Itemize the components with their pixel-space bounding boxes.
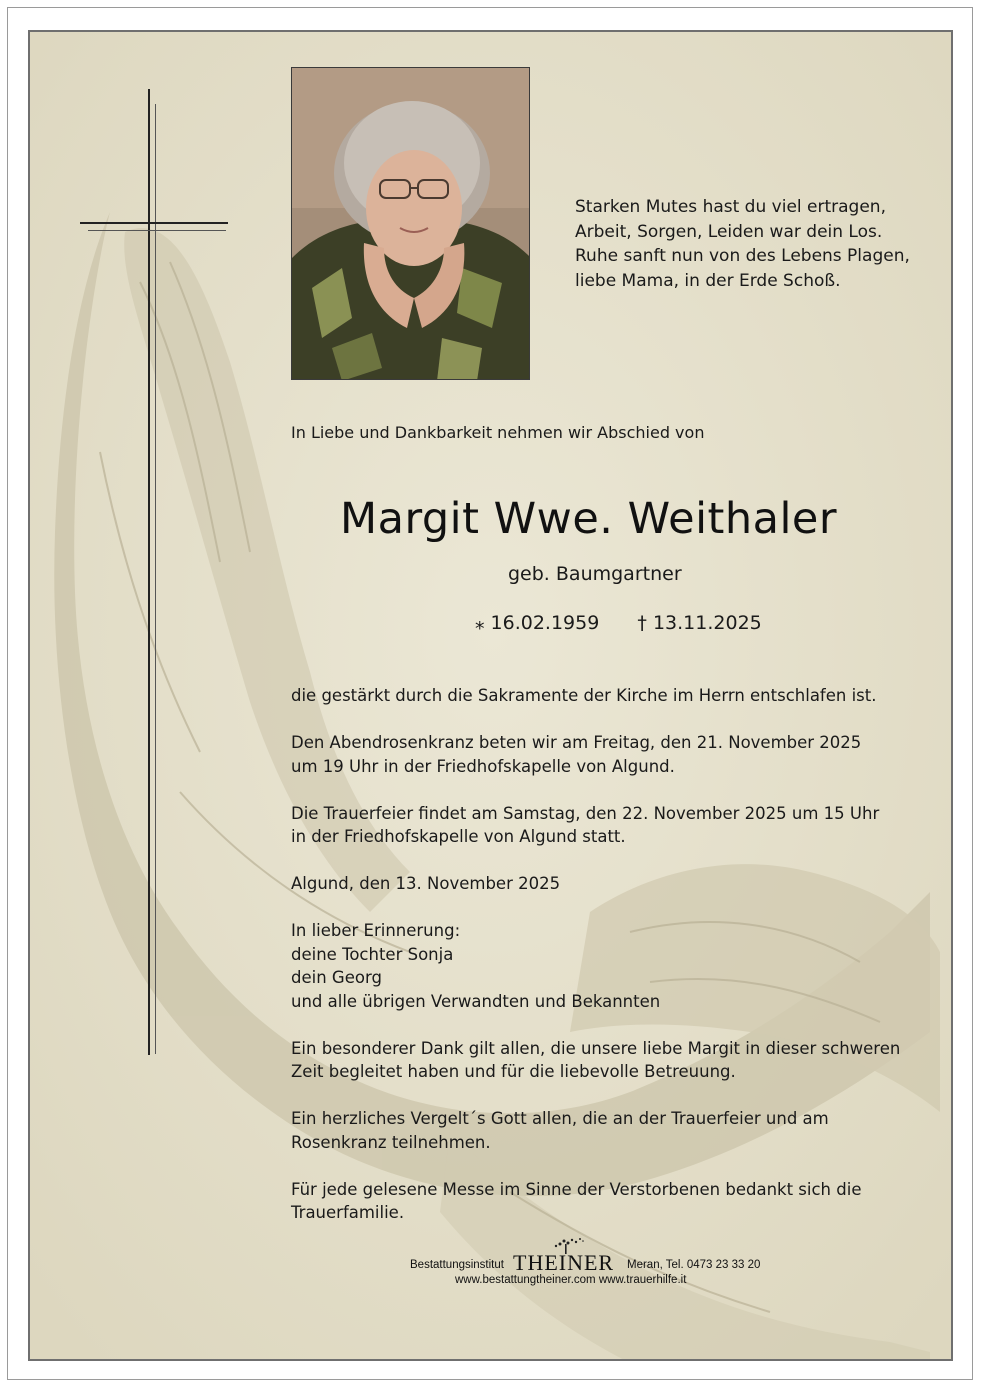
obituary-card [28,30,953,1361]
paragraph-rosary [291,731,931,778]
paragraph-vergelts-gott [291,1107,931,1154]
paragraph-thanks [291,1037,931,1084]
cross-vertical-line-inner [155,104,156,1054]
text-line: Algund, den 13. November 2025 [291,874,561,893]
life-dates [475,612,762,634]
paragraph-funeral [291,802,931,849]
death-date: † 13.11.2025 [637,612,762,634]
paragraph-sacraments [291,684,931,708]
footer-contact: Meran, Tel. 0473 23 33 20 [627,1259,761,1271]
text-line: Ein besonderer Dank gilt allen, die unsere liebe Margit in dieser schweren [291,1038,901,1058]
footer-prefix: Bestattungsinstitut [410,1259,504,1271]
maiden-name: geb. Baumgartner [508,563,682,585]
text-line: Rosenkranz teilnehmen. [291,1132,491,1152]
paragraph-mass [291,1178,931,1225]
cross-vertical-line [148,89,150,1055]
poem-line: Starken Mutes hast du viel ertragen, [575,197,886,217]
text-line: in der Friedhofskapelle von Algund statt. [291,827,626,846]
text-line: Den Abendrosenkranz beten wir am Freitag, den 21. November 2025 [291,733,862,752]
poem [575,195,925,293]
text-line: dein Georg [291,968,382,987]
text-line: Zeit begleitet haben und für die liebevolle Betreuung. [291,1062,736,1081]
announcement-body [291,684,931,1248]
text-line: die gestärkt durch die Sakramente der Kirche im Herrn entschlafen ist. [291,686,877,705]
text-line: Für jede gelesene Messe im Sinne der Verstorbenen bedankt sich die [291,1179,862,1199]
cross-horizontal-line [80,222,228,224]
portrait-photo [291,67,530,380]
poem-line: liebe Mama, in der Erde Schoß. [575,270,841,291]
text-line: Die Trauerfeier findet am Samstag, den 22. November 2025 um 15 Uhr [291,803,880,823]
text-line: und alle übrigen Verwandten und Bekannten [291,991,661,1011]
cross-horizontal-line-inner [88,230,226,231]
brand-logo-text: THEINER [513,1250,615,1275]
text-line: Ein herzliches Vergelt´s Gott allen, die an der Trauerfeier und am [291,1109,829,1128]
footer-websites: www.bestattungtheiner.com www.trauerhilfe.it [455,1274,687,1286]
text-line: Trauerfamilie. [291,1203,405,1222]
portrait-illustration [292,68,530,380]
text-line: deine Tochter Sonja [291,944,454,964]
intro-text: In Liebe und Dankbarkeit nehmen wir Abschied von [291,423,705,442]
birth-date: ⁎ 16.02.1959 [475,612,600,634]
text-line: In lieber Erinnerung: [291,921,461,940]
poem-line: Arbeit, Sorgen, Leiden war dein Los. [575,221,883,242]
deceased-name: Margit Wwe. Weithaler [340,494,838,544]
poem-line: Ruhe sanft nun von des Lebens Plagen, [575,246,910,266]
paragraph-place-date [291,872,931,896]
paragraph-mourners [291,919,931,1013]
text-line: um 19 Uhr in der Friedhofskapelle von Algund. [291,756,675,776]
